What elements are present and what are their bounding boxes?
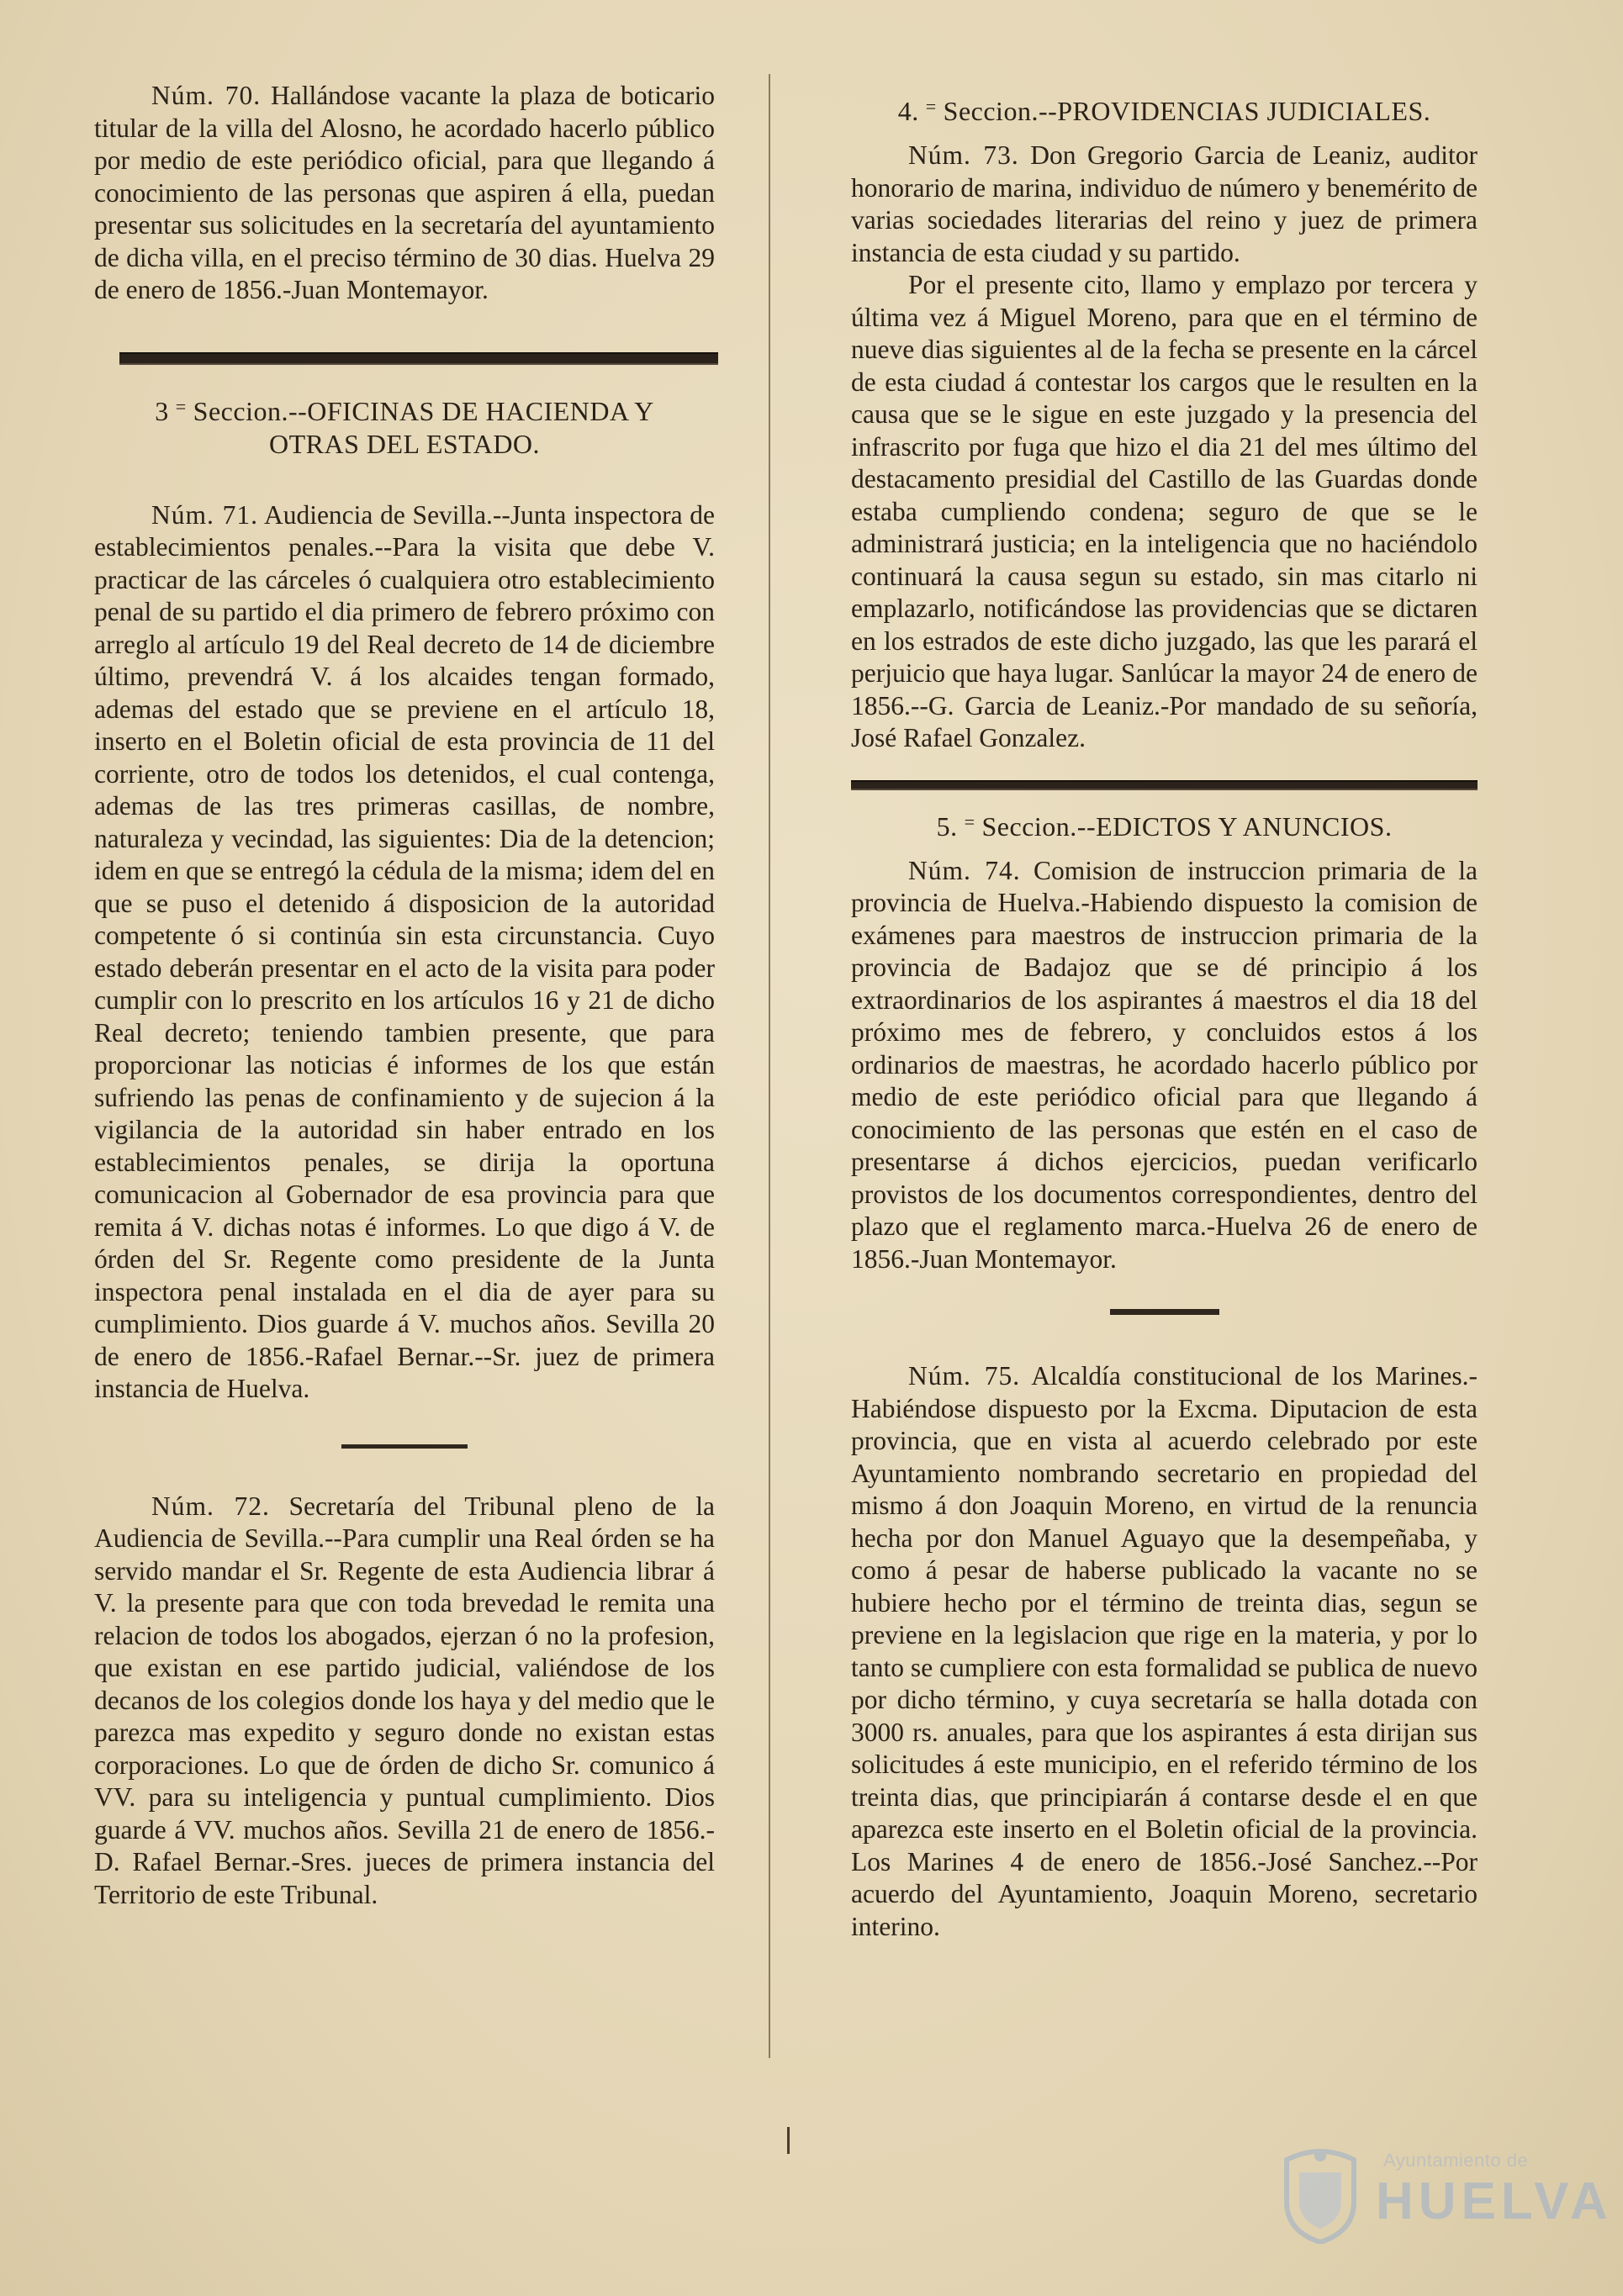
- item-70-number: Núm. 70.: [151, 81, 262, 110]
- item-71-number: Núm. 71.: [151, 499, 258, 530]
- item-73: [851, 140, 1478, 269]
- right-column: [851, 80, 1478, 1943]
- item-separator: [1110, 1309, 1219, 1315]
- item-73-body: Por el presente cito, llamo y emplazo por tercera y última vez á Miguel Moreno, para que en el término de nueve dias siguientes al de la fecha se presente en la cárcel de esta ciudad á contestar los cargos que le resulten en la causa que se le sigue en este juzgado y la presencia del infrascrito por fuga que hizo el dia 21 del mes último del destacamento presidial del Castillo de las Guardas donde estaba cumpliendo condena; seguro de que se le administrará justicia; en la inteligencia que no haciéndolo continuará la causa segun su estado, sin mas citarlo ni emplazarlo, notificándose las providencias que se dictaren en los estrados de este dicho juzgado, las que les parará el perjuicio que haya lugar. Sanlúcar la mayor 24 de enero de 1856.--G. Garcia de Leaniz.-Por mandado de su señoría, José Rafael Gonzalez.: [851, 270, 1478, 752]
- section-4-title: Seccion.--PROVIDENCIAS JUDICIALES.: [943, 96, 1431, 126]
- section-3-title-line2: OTRAS DEL ESTADO.: [268, 428, 541, 459]
- page-mark: [787, 2127, 790, 2154]
- watermark-line2: HUELVA: [1376, 2172, 1613, 2230]
- section-divider-thick: [851, 780, 1478, 790]
- section-3-heading: [94, 395, 715, 461]
- item-70-text: Hallándose vacante la plaza de boticario titular de la villa del Alosno, he acordado hacerlo público por medio de este periódico oficial, para que llegando á conocimiento de las personas que aspiren á ella, puedan presentar sus solicitudes en la secretaría del ayuntamiento de dicha villa, en el preciso término de 30 dias. Huelva 29 de enero de 1856.-Juan Montemayor.: [94, 81, 716, 304]
- section-3-symbol: =: [175, 395, 187, 417]
- item-71: [94, 499, 715, 1406]
- item-74: [851, 855, 1478, 1276]
- section-5-title: Seccion.--EDICTOS Y ANUNCIOS.: [981, 810, 1393, 842]
- column-divider: [769, 74, 770, 2058]
- item-73-text: Don Gregorio Garcia de Leaniz, auditor honorario de marina, individuo de número y benemérito de varias sociedades literarias del reino y juez de primera instancia de esta ciudad y su partido.: [851, 140, 1478, 267]
- section-5-number: 5.: [936, 810, 958, 842]
- left-column: [94, 80, 715, 1911]
- watermark-line1: Ayuntamiento de: [1383, 2150, 1529, 2171]
- section-4-heading: [851, 95, 1478, 128]
- section-5-heading: [851, 810, 1478, 843]
- item-75-text: Alcaldía constitucional de los Marines.-Habiéndose dispuesto por la Excma. Diputacion de esta provincia, que en vista al acuerdo celebrado por este Ayuntamiento nombrando secretario en propiedad del mismo á don Joaquin Moreno, en virtud de la renuncia hecha por don Manuel Aguayo que la desempeñaba, y como á pesar de haberse publicado la vacante no se hubiere hecho por el término de treinta dias, segun se previene en la legislacion que rige en la materia, y por lo tanto se cumpliere con esta formalidad se publica de nuevo por dicho término, y cuya secretaría se halla dotada con 3000 rs. anuales, para que los aspirantes á esta dirijan sus solicitudes á este municipio, en el referido término de los treinta dias, que principiarán á contarse desde el en que aparezca este inserto en el Boletin oficial de la provincia. Los Marines 4 de enero de 1856.-José Sanchez.--Por acuerdo del Ayuntamiento, Joaquin Moreno, secretario interino.: [851, 1361, 1478, 1941]
- coat-of-arms-icon: [1278, 2143, 1362, 2244]
- section-3-title-line1: Seccion.--OFICINAS DE HACIENDA Y: [193, 395, 654, 426]
- item-73-number: Núm. 73.: [908, 140, 1019, 170]
- item-75-number: Núm. 75.: [908, 1361, 1021, 1391]
- item-72-number: Núm. 72.: [151, 1491, 270, 1521]
- item-74-text: Comision de instruccion primaria de la provincia de Huelva.-Habiendo dispuesto la comision de exámenes para maestros de instruccion primaria de la provincia de Badajoz que se dé principio á los extraordinarios de los aspirantes á maestros el dia 18 del próximo mes de febrero, y concluidos estos á los ordinarios de maestras, he acordado hacerlo público por medio de este periódico oficial para que llegando á conocimiento de las personas que estén en el caso de presentarse á dichos ejercicios, puedan verificarlo provistos de los documentos correspondientes, dentro del plazo que el reglamento marca.-Huelva 26 de enero de 1856.-Juan Montemayor.: [851, 855, 1478, 1274]
- watermark-logo: [1278, 2140, 1613, 2249]
- section-5-symbol: =: [964, 810, 975, 832]
- section-divider-thick: [119, 352, 718, 365]
- section-4-symbol: =: [925, 96, 937, 117]
- section-3-number: 3: [155, 395, 169, 426]
- section-4-number: 4.: [897, 96, 919, 126]
- item-75: [851, 1360, 1478, 1943]
- item-74-number: Núm. 74.: [908, 855, 1021, 885]
- item-72: [94, 1491, 715, 1912]
- item-72-text: Secretaría del Tribunal pleno de la Audiencia de Sevilla.--Para cumplir una Real órden se ha servido mandar el Sr. Regente de esta Audiencia librar á V. la presente para que con toda brevedad le remita una relacion de todos los abogados, ejerzan ó no la profesion, que existan en ese partido judicial, valiéndose de los decanos de los colegios donde los haya y del medio que le parezca mas expedito y seguro donde no existan estas corporaciones. Lo que de órden de dicho Sr. comunico á VV. para su inteligencia y puntual cumplimiento. Dios guarde á VV. muchos años. Sevilla 21 de enero de 1856.-D. Rafael Bernar.-Sres. jueces de primera instancia del Territorio de este Tribunal.: [94, 1491, 715, 1909]
- item-70: [94, 80, 715, 307]
- item-71-text: Audiencia de Sevilla.--Junta inspectora de establecimientos penales.--Para la visita que debe V. practicar de las cárceles ó cualquiera otro establecimiento penal de su partido el dia primero de febrero próximo con arreglo al artículo 19 del Real decreto de 14 de diciembre último, prevendrá V. á los alcaides tengan formado, ademas del estado que se previene en el artículo 18, inserto en el Boletin oficial de esta provincia de 11 del corriente, otro de todos los detenidos, el cual contenga, ademas de las tres primeras casillas, de nombre, naturaleza y vecindad, las siguientes: Dia de la detencion; idem en que se entregó la cédula de la misma; idem del en que se puso el detenido á disposicion de la autoridad competente ó si continúa sin esta circunstancia. Cuyo estado deberán presentar en el acto de la visita para poder cumplir con lo prescrito en los artículos 16 y 21 de dicho Real decreto; teniendo tambien presente, que para proporcionar las noticias é informes de los que están sufriendo las penas de confinamiento y de sujecion á la vigilancia de la autoridad sin haber entrado en los establecimientos penales, se dirija la oportuna comunicacion al Gobernador de esa provincia para que remita á V. dichas notas é informes. Lo que digo á V. de órden del Sr. Regente como presidente de la Junta inspectora penal instalada en el dia de ayer para su cumplimiento. Dios guarde á V. muchos años. Sevilla 20 de enero de 1856.-Rafael Bernar.--Sr. juez de primera instancia de Huelva.: [94, 499, 716, 1403]
